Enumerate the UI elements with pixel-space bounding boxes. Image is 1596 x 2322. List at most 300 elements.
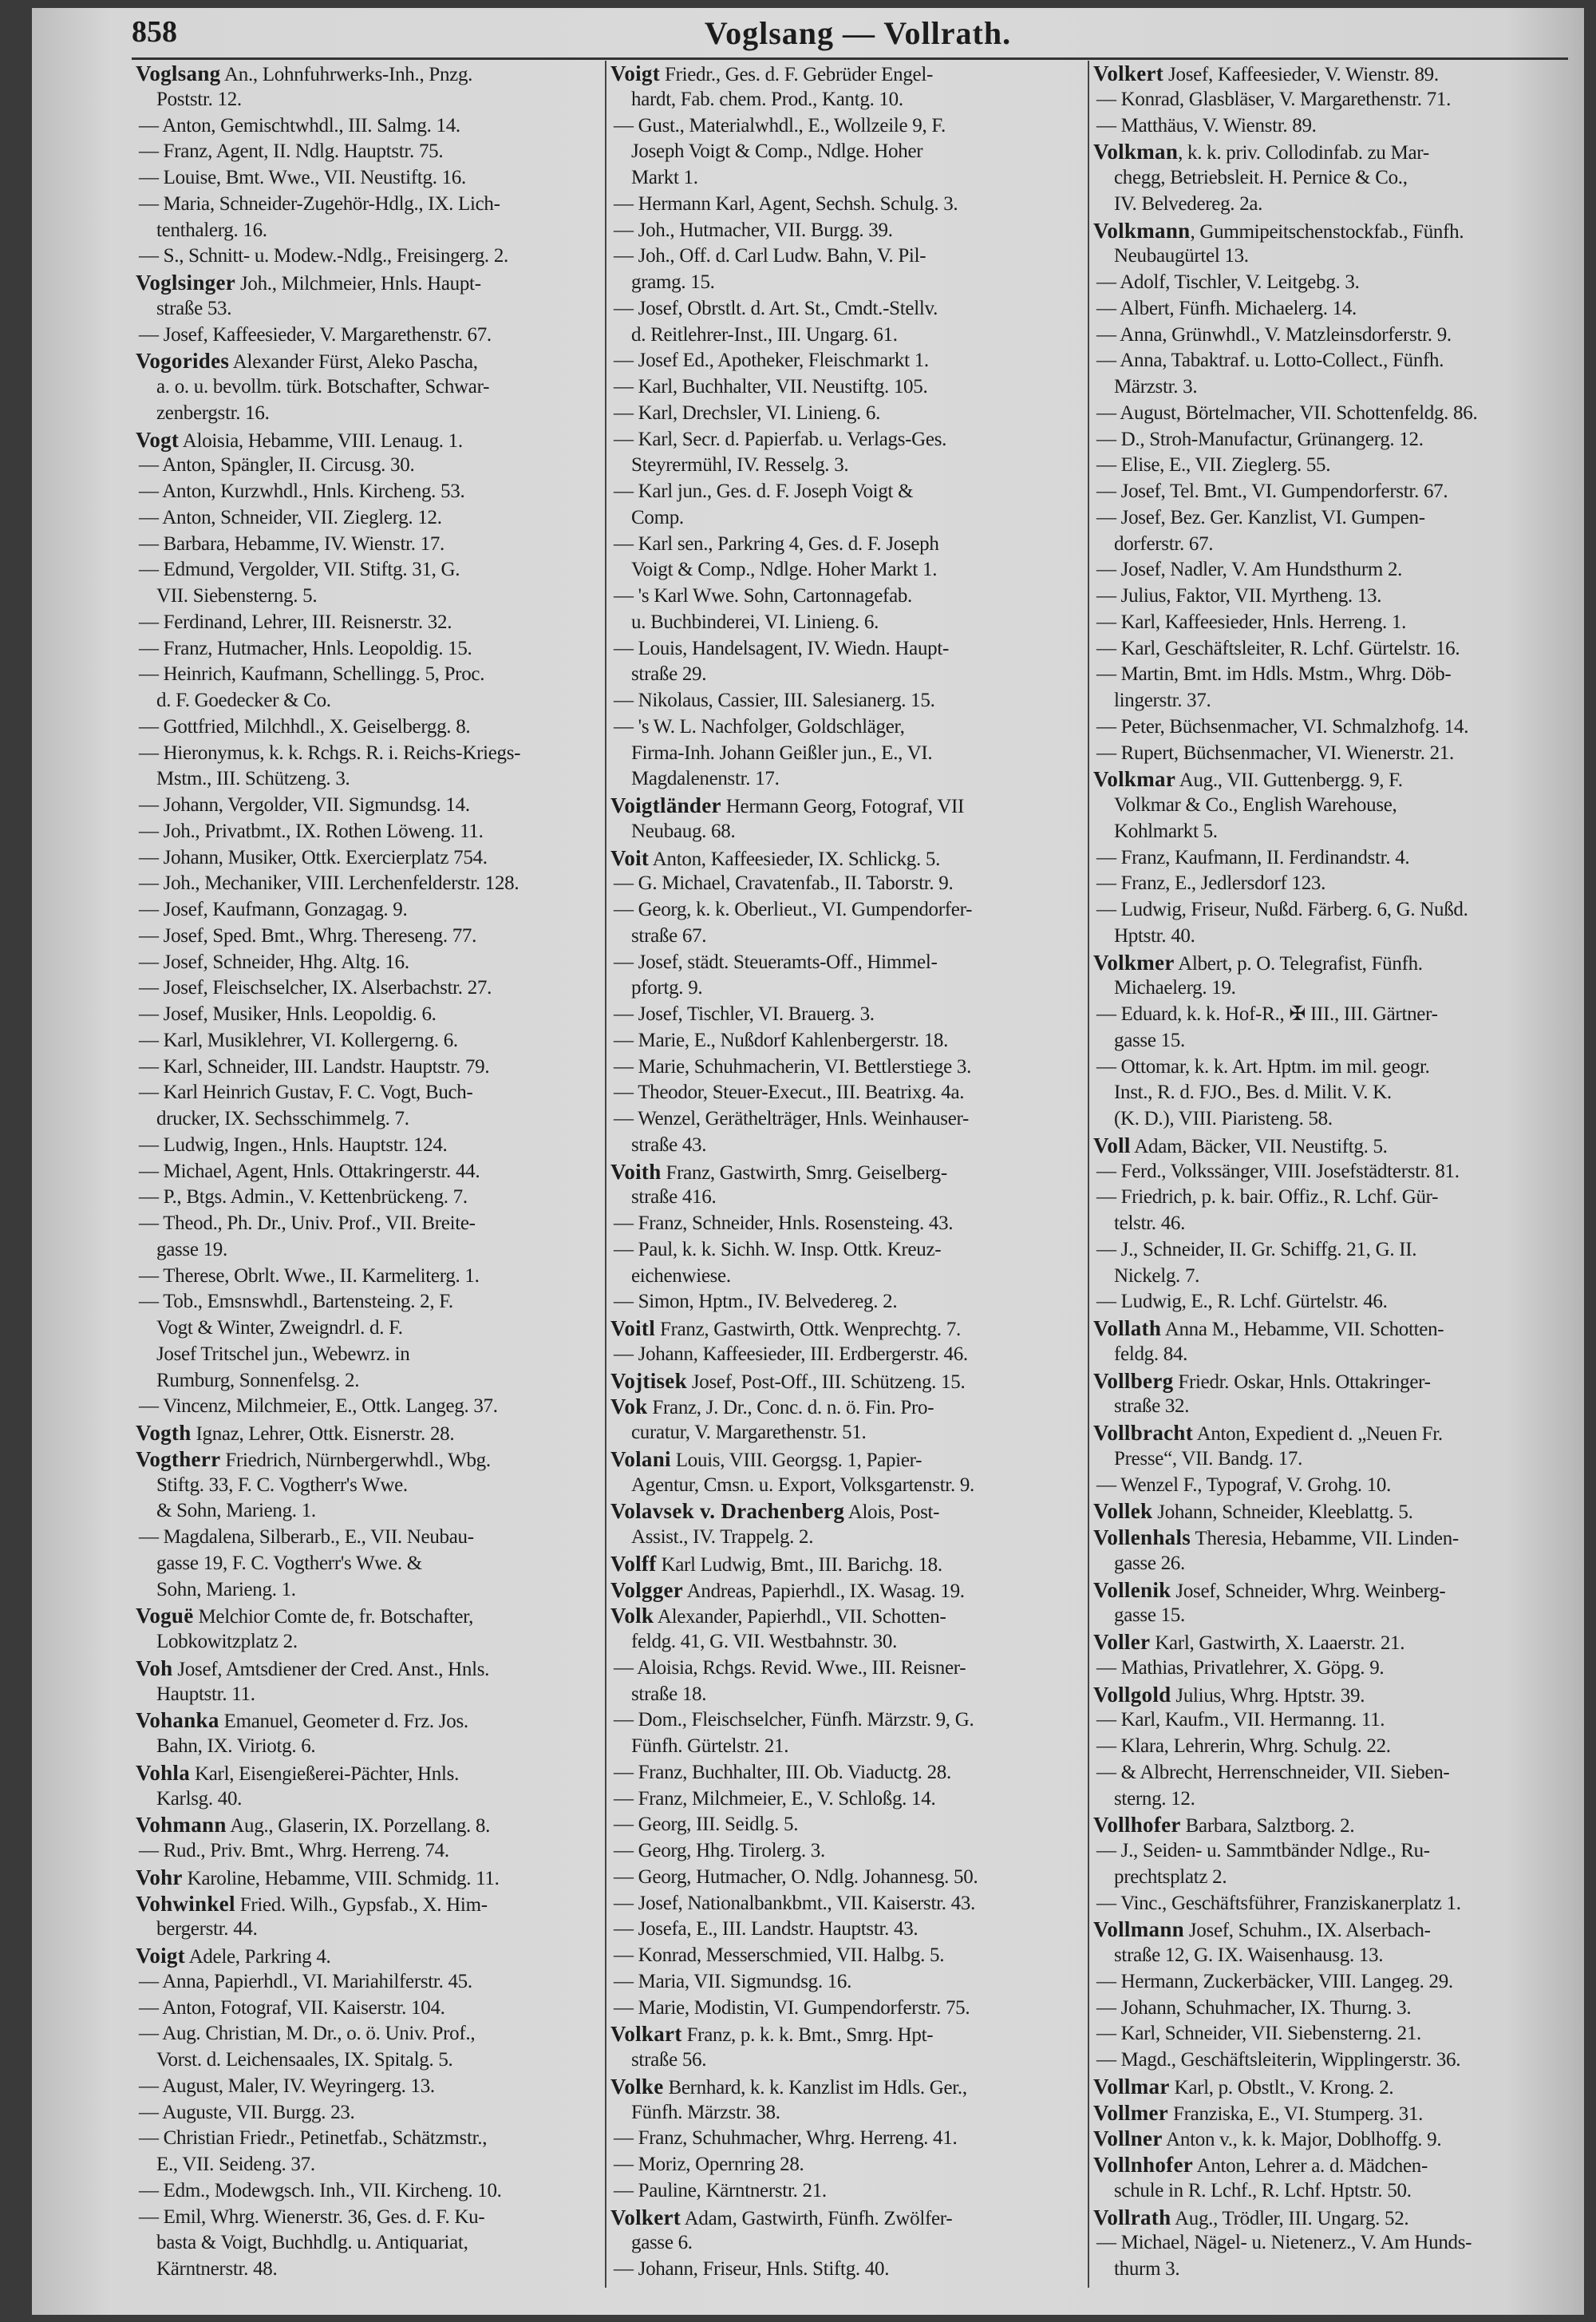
entry-line xyxy=(610,1577,1085,1604)
continuation-line: Steyrermühl, IV. Resselg. 3. xyxy=(631,454,849,477)
continuation-line: gasse 19. xyxy=(156,1238,227,1260)
sub-entry-line: — Wenzel, Geräthelträger, Hnls. Weinhauser- xyxy=(614,1108,970,1129)
entry-details: Adam, Bäcker, VII. Neustiftg. 5. xyxy=(1130,1135,1388,1157)
entry-details: Andreas, Papierhdl., IX. Wasag. 19. xyxy=(683,1580,965,1602)
continuation-line: Hptstr. 40. xyxy=(1114,924,1195,947)
sub-entry-line: — Edmund, Vergolder, VII. Stiftg. 31, G. xyxy=(139,559,460,581)
sub-entry-line: — Georg, Hhg. Tirolerg. 3. xyxy=(614,1840,825,1861)
continuation-line: Rumburg, Sonnenfelsg. 2. xyxy=(156,1369,360,1391)
sub-entry-line: — Matthäus, V. Wienstr. 89. xyxy=(1096,114,1317,136)
entry-line xyxy=(136,1603,602,1629)
entry-line xyxy=(136,1943,602,1969)
sub-entry-line: — Josef, Fleischselcher, IX. Alserbachstr. 27. xyxy=(139,977,492,999)
continuation-line: Inst., R. d. FJO., Bes. d. Milit. V. K. xyxy=(1114,1082,1392,1104)
sub-entry-line: — Louise, Bmt. Wwe., VII. Neustiftg. 16. xyxy=(139,167,466,188)
entry-details: Louis, VIII. Georgsg. 1, Papier- xyxy=(670,1449,922,1471)
entry-line xyxy=(610,1315,1085,1342)
entry-surname: Vollmann xyxy=(1093,1917,1184,1942)
entry-surname: Vok xyxy=(610,1394,648,1419)
entry-details: Anton, Lehrer a. d. Mädchen- xyxy=(1193,2155,1428,2177)
sub-entry-line: — Joh., Off. d. Carl Ludw. Bahn, V. Pil- xyxy=(614,245,926,267)
entry-line xyxy=(136,1865,602,1891)
entry-surname: Voith xyxy=(610,1159,662,1184)
entry-line xyxy=(610,1159,1085,1185)
sub-entry-line: — P., Btgs. Admin., V. Kettenbrückeng. 7. xyxy=(139,1186,468,1208)
sub-entry-line: — Karl jun., Ges. d. F. Joseph Voigt & xyxy=(614,481,914,502)
continuation-line: straße 12, G. IX. Waisenhausg. 13. xyxy=(1114,1944,1384,1966)
continuation-line: tenthalerg. 16. xyxy=(156,219,267,241)
entry-surname: Volkart xyxy=(610,2022,682,2047)
entry-details: Alexander Fürst, Aleko Pascha, xyxy=(229,351,478,374)
sub-entry-line: — Simon, Hptm., IV. Belvedereg. 2. xyxy=(614,1291,898,1313)
entry-details: Julius, Whrg. Hptstr. 39. xyxy=(1171,1684,1365,1707)
entry-line xyxy=(1093,1525,1572,1551)
entry-surname: Vohla xyxy=(136,1760,191,1785)
column-1 xyxy=(136,61,602,2296)
entry-line xyxy=(610,793,1085,819)
continuation-line: schule in R. Lchf., R. Lchf. Hptstr. 50. xyxy=(1114,2179,1412,2201)
sub-entry-line: — Josef, Tischler, VI. Brauerg. 3. xyxy=(614,1003,875,1025)
continuation-line: IV. Belvedereg. 2a. xyxy=(1114,192,1263,215)
sub-entry-line: — Joh., Hutmacher, VII. Burgg. 39. xyxy=(614,219,893,241)
sub-entry-line: — Ottomar, k. k. Art. Hptm. im mil. geogr. xyxy=(1096,1055,1430,1078)
continuation-line: sterng. 12. xyxy=(1114,1787,1195,1810)
continuation-line: straße 29. xyxy=(631,663,707,686)
entry-details: Ignaz, Lehrer, Ottk. Eisnerstr. 28. xyxy=(191,1423,455,1445)
continuation-line: drucker, IX. Sechsschimmelg. 7. xyxy=(156,1108,409,1129)
sub-entry-line: — Marie, Schuhmacherin, VI. Bettlerstiege 3. xyxy=(614,1055,972,1078)
continuation-line: Firma-Inh. Johann Geißler jun., E., VI. xyxy=(631,742,933,764)
sub-entry-line: — Pauline, Kärntnerstr. 21. xyxy=(614,2179,827,2201)
sub-entry-line: — Josef, Nadler, V. Am Hundsthurm 2. xyxy=(1096,559,1403,581)
sub-entry-line: — Elise, E., VII. Zieglerg. 55. xyxy=(1096,454,1331,477)
entry-surname: Voguë xyxy=(136,1604,194,1628)
entry-details: Alexander, Papierhdl., VII. Schotten- xyxy=(654,1606,946,1628)
sub-entry-line: — Christian Friedr., Petinetfab., Schätzmstr., xyxy=(139,2127,488,2150)
continuation-line: chegg, Betriebsleit. H. Pernice & Co., xyxy=(1114,167,1408,188)
continuation-line: a. o. u. bevollm. türk. Botschafter, Schwar- xyxy=(156,376,490,398)
entry-details: Karl, Eisengießerei-Pächter, Hnls. xyxy=(190,1762,460,1785)
entry-details: Melchior Comte de, fr. Botschafter, xyxy=(193,1606,474,1628)
sub-entry-line: — Franz, Schneider, Hnls. Rosensteing. 43. xyxy=(614,1212,954,1234)
entry-surname: Vollath xyxy=(1093,1316,1162,1340)
continuation-line: straße 53. xyxy=(156,297,232,319)
continuation-line: Comp. xyxy=(631,506,684,528)
entry-surname: Volkman xyxy=(1093,140,1179,164)
continuation-line: straße 416. xyxy=(631,1186,717,1208)
entry-surname: Volkmer xyxy=(1093,950,1175,975)
sub-entry-line: — Hieronymus, k. k. Rchgs. R. i. Reichs-Kriegs- xyxy=(139,742,521,764)
sub-entry-line: — Theod., Ph. Dr., Univ. Prof., VII. Breite- xyxy=(139,1212,476,1234)
sub-entry-line: — Franz, Agent, II. Ndlg. Hauptstr. 75. xyxy=(139,140,444,163)
entry-surname: Vollberg xyxy=(1093,1368,1174,1393)
entry-line xyxy=(1093,1577,1572,1604)
sub-entry-line: — Heinrich, Kaufmann, Schellingg. 5, Proc. xyxy=(139,663,485,686)
entry-details: Franz, p. k. k. Bmt., Smrg. Hpt- xyxy=(681,2024,934,2047)
sub-entry-line: — Josef, Schneider, Hhg. Altg. 16. xyxy=(139,951,409,973)
continuation-line: bergerstr. 44. xyxy=(156,1918,258,1940)
sub-entry-line: — Franz, Buchhalter, III. Ob. Viaductg. 28. xyxy=(614,1761,951,1783)
entry-line xyxy=(1093,1917,1572,1943)
continuation-line: gasse 6. xyxy=(631,2232,693,2254)
entry-line xyxy=(136,270,602,296)
sub-entry-line: — Karl, Secr. d. Papierfab. u. Verlags-Ges. xyxy=(614,428,947,450)
sub-entry-line: — J., Schneider, II. Gr. Schiffg. 21, G. II. xyxy=(1096,1238,1417,1260)
sub-entry-line: — Georg, k. k. Oberlieut., VI. Gumpendorfer- xyxy=(614,899,973,920)
sub-entry-line: — Anton, Spängler, II. Circusg. 30. xyxy=(139,454,415,477)
entry-surname: Volkert xyxy=(1093,61,1164,85)
entry-line xyxy=(610,1551,1085,1577)
entry-line xyxy=(610,1446,1085,1473)
entry-details: Josef, Schneider, Whrg. Weinberg- xyxy=(1171,1580,1446,1602)
sub-entry-line: — Karl, Kaffeesieder, Hnls. Herreng. 1. xyxy=(1096,611,1407,633)
sub-entry-line: — Paul, k. k. Sichh. W. Insp. Ottk. Kreuz- xyxy=(614,1238,942,1260)
sub-entry-line: — Karl, Schneider, III. Landstr. Hauptstr. 79. xyxy=(139,1055,490,1078)
entry-details: Hermann Georg, Fotograf, VII xyxy=(721,796,965,817)
entry-details: Alois, Post- xyxy=(844,1501,940,1524)
sub-entry-line: — Albert, Fünfh. Michaelerg. 14. xyxy=(1096,297,1357,319)
sub-entry-line: — 's Karl Wwe. Sohn, Cartonnagefab. xyxy=(614,585,913,607)
sub-entry-line: — Vinc., Geschäftsführer, Franziskanerplatz 1. xyxy=(1096,1892,1461,1914)
entry-details: Franz, J. Dr., Conc. d. n. ö. Fin. Pro- xyxy=(647,1397,934,1419)
sub-entry-line: — Anton, Schneider, VII. Zieglerg. 12. xyxy=(139,506,442,528)
sub-entry-line: — Josef, Bez. Ger. Kanzlist, VI. Gumpen- xyxy=(1096,506,1425,528)
entry-details: Anna M., Hebamme, VII. Schotten- xyxy=(1161,1319,1444,1340)
continuation-line: straße 56. xyxy=(631,2049,707,2071)
entry-line xyxy=(1093,2126,1572,2152)
column-divider xyxy=(605,61,606,2288)
entry-details: Anton v., k. k. Major, Doblhoffg. 9. xyxy=(1162,2129,1442,2151)
entry-line xyxy=(136,427,602,453)
sub-entry-line: — Ferdinand, Lehrer, III. Reisnerstr. 32. xyxy=(139,611,452,633)
continuation-line: basta & Voigt, Buchhdlg. u. Antiquariat, xyxy=(156,2232,468,2254)
sub-entry-line: — Maria, VII. Sigmundsg. 16. xyxy=(614,1970,852,1992)
entry-surname: Vollmar xyxy=(1093,2074,1170,2099)
sub-entry-line: — Johann, Vergolder, VII. Sigmundsg. 14. xyxy=(139,794,470,816)
continuation-line: Kärntnerstr. 48. xyxy=(156,2258,278,2280)
sub-entry-line: — Emil, Whrg. Wienerstr. 36, Ges. d. F. Ku- xyxy=(139,2205,485,2228)
continuation-line: d. Reitlehrer-Inst., III. Ungarg. 61. xyxy=(631,323,898,346)
continuation-line: (K. D.), VIII. Piaristeng. 58. xyxy=(1114,1108,1333,1129)
continuation-line: Voigt & Comp., Ndlge. Hoher Markt 1. xyxy=(631,559,938,581)
sub-entry-line: — Theodor, Steuer-Execut., III. Beatrixg. 4a. xyxy=(614,1082,965,1104)
entry-line xyxy=(610,2074,1085,2100)
sub-entry-line: — Hermann, Zuckerbäcker, VIII. Langeg. 29. xyxy=(1096,1970,1453,1992)
sub-entry-line: — Karl, Schneider, VII. Siebensterng. 21. xyxy=(1096,2023,1421,2045)
sub-entry-line: — Karl sen., Parkring 4, Ges. d. F. Joseph xyxy=(614,532,939,555)
continuation-line: Vogt & Winter, Zweigndrl. d. F. xyxy=(156,1317,403,1339)
entry-surname: Voigt xyxy=(136,1944,186,1968)
continuation-line: straße 32. xyxy=(1114,1395,1190,1418)
sub-entry-line: — Johann, Schuhmacher, IX. Thurng. 3. xyxy=(1096,1996,1412,2019)
sub-entry-line: — Friedrich, p. k. bair. Offiz., R. Lchf. Gür- xyxy=(1096,1186,1439,1208)
continuation-line: Vorst. d. Leichensaales, IX. Spitalg. 5. xyxy=(156,2049,453,2071)
continuation-line: curatur, V. Margarethenstr. 51. xyxy=(631,1422,867,1443)
entry-surname: Voigt xyxy=(610,61,661,85)
sub-entry-line: — Ferd., Volkssänger, VIII. Josefstädterstr. 81. xyxy=(1096,1160,1460,1182)
continuation-line: straße 43. xyxy=(631,1133,707,1156)
entry-details: Friedr. Oskar, Hnls. Ottakringer- xyxy=(1173,1371,1431,1393)
entry-surname: Vollner xyxy=(1093,2126,1163,2151)
entry-surname: Vogtherr xyxy=(136,1446,221,1471)
continuation-line: Joseph Voigt & Comp., Ndlge. Hoher xyxy=(631,140,923,163)
continuation-line: gasse 15. xyxy=(1114,1604,1185,1627)
sub-entry-line: — Moriz, Opernring 28. xyxy=(614,2154,804,2175)
entry-line xyxy=(136,1707,602,1734)
continuation-line: gasse 26. xyxy=(1114,1552,1185,1574)
sub-entry-line: — Wenzel F., Typograf, V. Grohg. 10. xyxy=(1096,1474,1392,1496)
continuation-line: Kohlmarkt 5. xyxy=(1114,820,1218,842)
entry-details: Anton, Kaffeesieder, IX. Schlickg. 5. xyxy=(649,848,941,870)
entry-surname: Vogt xyxy=(136,427,180,452)
sub-entry-line: — Aloisia, Rchgs. Revid. Wwe., III. Reisner- xyxy=(614,1656,966,1679)
entry-details: Emanuel, Geometer d. Frz. Jos. xyxy=(219,1711,468,1733)
entry-line xyxy=(136,1812,602,1838)
entry-surname: Voglsang xyxy=(136,61,221,85)
entry-line xyxy=(1093,218,1572,244)
entry-line xyxy=(136,348,602,374)
continuation-line: gasse 19, F. C. Vogtherr's Wwe. & xyxy=(156,1552,422,1574)
sub-entry-line: — Anna, Papierhdl., VI. Mariahilferstr. 45. xyxy=(139,1970,472,1992)
entry-details: Franz, Gastwirth, Ottk. Wenprechtg. 7. xyxy=(655,1319,961,1340)
sub-entry-line: — Joh., Mechaniker, VIII. Lerchenfelderstr. 128. xyxy=(139,872,519,895)
continuation-line: Markt 1. xyxy=(631,167,698,188)
sub-entry-line: — Julius, Faktor, VII. Myrtheng. 13. xyxy=(1096,585,1382,607)
page-number: 858 xyxy=(132,15,177,49)
entry-details: Karoline, Hebamme, VIII. Schmidg. 11. xyxy=(182,1867,500,1889)
entry-surname: Voitl xyxy=(610,1316,656,1340)
entry-surname: Voigtländer xyxy=(610,793,721,817)
sub-entry-line: — Eduard, k. k. Hof-R., ✠ III., III. Gärtner- xyxy=(1096,1003,1438,1025)
sub-entry-line: — S., Schnitt- u. Modew.-Ndlg., Freisingerg. 2. xyxy=(139,245,508,267)
entry-line xyxy=(136,1891,602,1917)
entry-details: Aug., Glaserin, IX. Porzellang. 8. xyxy=(226,1815,491,1837)
sub-entry-line: — Josef Ed., Apotheker, Fleischmarkt 1. xyxy=(614,350,929,372)
continuation-line: zenbergstr. 16. xyxy=(156,402,270,424)
continuation-line: thurm 3. xyxy=(1114,2258,1180,2280)
sub-entry-line: — Franz, Milchmeier, E., V. Schloßg. 14. xyxy=(614,1787,936,1810)
sub-entry-line: — Josef, städt. Steueramts-Off., Himmel- xyxy=(614,951,938,973)
sub-entry-line: — Anton, Fotograf, VII. Kaiserstr. 104. xyxy=(139,1996,445,2019)
sub-entry-line: — Marie, E., Nußdorf Kahlenbergerstr. 18. xyxy=(614,1029,949,1051)
sub-entry-line: — Vincenz, Milchmeier, E., Ottk. Langeg. 37. xyxy=(139,1395,498,1418)
header-rule xyxy=(132,57,1568,60)
entry-line xyxy=(136,1760,602,1786)
entry-line xyxy=(1093,1133,1572,1159)
continuation-line: Märzstr. 3. xyxy=(1114,376,1198,398)
entry-line xyxy=(1093,139,1572,165)
entry-surname: Voh xyxy=(136,1655,173,1680)
sub-entry-line: — Dom., Fleischselcher, Fünfh. Märzstr. 9, G. xyxy=(614,1709,974,1731)
entry-surname: Vollenik xyxy=(1093,1577,1171,1602)
entry-line xyxy=(136,61,602,87)
sub-entry-line: — Martin, Bmt. im Hdls. Mstm., Whrg. Döb- xyxy=(1096,663,1452,686)
entry-line xyxy=(136,1655,602,1682)
sub-entry-line: — Anna, Grünwhdl., V. Matzleinsdorferstr. 9. xyxy=(1096,323,1452,346)
continuation-line: straße 67. xyxy=(631,924,707,947)
entry-details: Friedr., Ges. d. F. Gebrüder Engel- xyxy=(660,64,933,85)
entry-surname: Voglsinger xyxy=(136,271,236,295)
continuation-line: lingerstr. 37. xyxy=(1114,690,1211,711)
sub-entry-line: — Adolf, Tischler, V. Leitgebg. 3. xyxy=(1096,271,1360,293)
sub-entry-line: — Auguste, VII. Burgg. 23. xyxy=(139,2101,355,2123)
continuation-line: Magdalenenstr. 17. xyxy=(631,768,780,790)
sub-entry-line: — Johann, Musiker, Ottk. Exercierplatz 754. xyxy=(139,846,488,868)
sub-entry-line: — Tob., Emsnswhdl., Bartensteing. 2, F. xyxy=(139,1291,453,1313)
continuation-line: Poststr. 12. xyxy=(156,88,242,110)
sub-entry-line: — Karl, Kaufm., VII. Hermanng. 11. xyxy=(1096,1709,1385,1731)
continuation-line: dorferstr. 67. xyxy=(1114,532,1214,555)
entry-line xyxy=(1093,2205,1572,2231)
continuation-line: Karlsg. 40. xyxy=(156,1787,243,1810)
continuation-line: Neubaug. 68. xyxy=(631,820,736,842)
sub-entry-line: — Gottfried, Milchhdl., X. Geiselbergg. 8. xyxy=(139,715,471,738)
entry-line xyxy=(1093,1315,1572,1342)
entry-line xyxy=(1093,1682,1572,1708)
entry-details: Theresia, Hebamme, VII. Linden- xyxy=(1191,1528,1459,1549)
entry-line xyxy=(136,1420,602,1446)
sub-entry-line: — Anton, Gemischtwhdl., III. Salmg. 14. xyxy=(139,114,460,136)
sub-entry-line: — Rud., Priv. Bmt., Whrg. Herreng. 74. xyxy=(139,1840,449,1861)
sub-entry-line: — Josef, Nationalbankbmt., VII. Kaiserstr. 43. xyxy=(614,1892,976,1914)
continuation-line: gramg. 15. xyxy=(631,271,715,293)
sub-entry-line: — August, Börtelmacher, VII. Schottenfeldg. 86. xyxy=(1096,402,1478,424)
entry-surname: Volke xyxy=(610,2074,664,2099)
continuation-line: d. F. Goedecker & Co. xyxy=(156,690,331,711)
entry-details: An., Lohnfuhrwerks-Inh., Pnzg. xyxy=(220,64,473,85)
entry-surname: Volgger xyxy=(610,1577,684,1602)
entry-surname: Vohr xyxy=(136,1865,183,1889)
sub-entry-line: — Edm., Modewgsch. Inh., VII. Kircheng. 10. xyxy=(139,2179,502,2201)
continuation-line: Presse“, VII. Bandg. 17. xyxy=(1114,1447,1303,1470)
entry-surname: Vohanka xyxy=(136,1708,219,1733)
page-header xyxy=(132,14,1584,54)
entry-line xyxy=(610,61,1085,87)
sub-entry-line: — Ludwig, Ingen., Hnls. Hauptstr. 124. xyxy=(139,1133,448,1156)
entry-surname: Vollgold xyxy=(1093,1682,1171,1707)
entry-details: Anton, Expedient d. „Neuen Fr. xyxy=(1193,1423,1443,1445)
continuation-line: Lobkowitzplatz 2. xyxy=(156,1631,298,1652)
entry-details: Friedrich, Nürnbergerwhdl., Wbg. xyxy=(220,1449,491,1471)
entry-details: Johann, Schneider, Kleeblattg. 5. xyxy=(1152,1501,1413,1524)
sub-entry-line: — Gust., Materialwhdl., E., Wollzeile 9, F. xyxy=(614,114,946,136)
continuation-line: Assist., IV. Trappelg. 2. xyxy=(631,1526,814,1548)
entry-line xyxy=(1093,1629,1572,1655)
entry-surname: Vollhofer xyxy=(1093,1813,1181,1837)
entry-details: Adam, Gastwirth, Fünfh. Zwölfer- xyxy=(681,2207,953,2229)
sub-entry-line: — Anton, Kurzwhdl., Hnls. Kircheng. 53. xyxy=(139,481,465,502)
sub-entry-line: — Franz, Hutmacher, Hnls. Leopoldig. 15. xyxy=(139,637,472,659)
sub-entry-line: — Georg, III. Seidlg. 5. xyxy=(614,1814,799,1836)
sub-entry-line: — Karl, Geschäftsleiter, R. Lchf. Gürtelstr. 16. xyxy=(1096,637,1460,659)
sub-entry-line: — Karl, Buchhalter, VII. Neustiftg. 105. xyxy=(614,376,928,398)
sub-entry-line: — Josef, Sped. Bmt., Whrg. Thereseng. 77. xyxy=(139,924,477,947)
continuation-line: Stiftg. 33, F. C. Vogtherr's Wwe. xyxy=(156,1474,408,1496)
entry-surname: Volff xyxy=(610,1551,657,1576)
entry-details: Karl, p. Obstlt., V. Krong. 2. xyxy=(1169,2076,1394,2099)
continuation-line: Michaelerg. 19. xyxy=(1114,977,1236,999)
sub-entry-line: — Barbara, Hebamme, IV. Wienstr. 17. xyxy=(139,532,445,555)
sub-entry-line: — Franz, Kaufmann, II. Ferdinandstr. 4. xyxy=(1096,846,1410,868)
sub-entry-line: — August, Maler, IV. Weyringerg. 13. xyxy=(139,2075,435,2097)
sub-entry-line: — Josef, Kaufmann, Gonzagag. 9. xyxy=(139,899,408,920)
entry-details: Bernhard, k. k. Kanzlist im Hdls. Ger., xyxy=(663,2076,967,2099)
sub-entry-line: — Ludwig, Friseur, Nußd. Färberg. 6, G. Nußd. xyxy=(1096,899,1468,920)
sub-entry-line: — & Albrecht, Herrenschneider, VII. Sieben- xyxy=(1096,1761,1450,1783)
entry-details: Barbara, Salztborg. 2. xyxy=(1180,1815,1355,1837)
continuation-line: u. Buchbinderei, VI. Linieng. 6. xyxy=(631,611,879,633)
sub-entry-line: — Michael, Agent, Hnls. Ottakringerstr. 44. xyxy=(139,1160,480,1182)
entry-details: , Gummipeitschenstockfab., Fünfh. xyxy=(1190,220,1464,243)
sub-entry-line: — Michael, Nägel- u. Nietenerz., V. Am Hunds- xyxy=(1096,2232,1472,2254)
continuation-line: Bahn, IX. Viriotg. 6. xyxy=(156,1735,316,1757)
sub-entry-line: — Aug. Christian, M. Dr., o. ö. Univ. Prof., xyxy=(139,2023,476,2045)
entry-details: Joh., Milchmeier, Hnls. Haupt- xyxy=(235,273,481,295)
entry-details: Aloisia, Hebamme, VIII. Lenaug. 1. xyxy=(179,429,463,452)
sub-entry-line: — Marie, Modistin, VI. Gumpendorferstr. 75. xyxy=(614,1996,970,2019)
continuation-line: VII. Siebensterng. 5. xyxy=(156,585,318,607)
entry-surname: Voller xyxy=(1093,1630,1151,1654)
entry-details: Fried. Wilh., Gypsfab., X. Him- xyxy=(235,1893,488,1916)
entry-details: Adele, Parkring 4. xyxy=(185,1946,331,1968)
entry-details: Josef, Schuhm., IX. Alserbach- xyxy=(1183,1920,1431,1942)
entry-surname: Volkert xyxy=(610,2205,681,2229)
continuation-line: feldg. 41, G. VII. Westbahnstr. 30. xyxy=(631,1631,898,1652)
entry-surname: Vollmer xyxy=(1093,2100,1169,2125)
sub-entry-line: — Josef, Kaffeesieder, V. Margarethenstr. 67. xyxy=(139,323,492,346)
continuation-line: gasse 15. xyxy=(1114,1029,1185,1051)
entry-line xyxy=(610,1368,1085,1394)
sub-entry-line: — Josef, Tel. Bmt., VI. Gumpendorferstr. 67. xyxy=(1096,481,1448,502)
sub-entry-line: — Franz, E., Jedlersdorf 123. xyxy=(1096,872,1326,895)
sub-entry-line: — Josefa, E., III. Landstr. Hauptstr. 43. xyxy=(614,1918,918,1940)
entry-surname: Vohmann xyxy=(136,1813,227,1837)
entry-details: Josef, Kaffeesieder, V. Wienstr. 89. xyxy=(1163,64,1439,85)
entry-details: Aug., Trödler, III. Ungarg. 52. xyxy=(1171,2207,1409,2229)
entry-details: Josef, Amtsdiener der Cred. Anst., Hnls. xyxy=(172,1658,490,1680)
sub-entry-line: — G. Michael, Cravatenfab., II. Taborstr. 9. xyxy=(614,872,954,895)
continuation-line: prechtsplatz 2. xyxy=(1114,1865,1227,1888)
entry-line xyxy=(1093,766,1572,793)
entry-line xyxy=(610,2205,1085,2231)
sub-entry-line: — Josef, Obrstlt. d. Art. St., Cmdt.-Stellv. xyxy=(614,297,938,319)
entry-surname: Vollnhofer xyxy=(1093,2153,1194,2177)
sub-entry-line: — Rupert, Büchsenmacher, VI. Wienerstr. 21. xyxy=(1096,742,1454,764)
sub-entry-line: — Josef, Musiker, Hnls. Leopoldig. 6. xyxy=(139,1003,437,1025)
continuation-line: straße 18. xyxy=(631,1683,707,1705)
continuation-line: eichenwiese. xyxy=(631,1264,731,1287)
entry-details: Josef, Post-Off., III. Schützeng. 15. xyxy=(686,1371,966,1393)
entry-surname: Vojtisek xyxy=(610,1368,687,1393)
continuation-line: pfortg. 9. xyxy=(631,977,703,999)
continuation-line: Sohn, Marieng. 1. xyxy=(156,1578,296,1600)
continuation-line: Fünfh. Gürtelstr. 21. xyxy=(631,1735,789,1757)
sub-entry-line: — Johann, Friseur, Hnls. Stiftg. 40. xyxy=(614,2258,890,2280)
continuation-line: feldg. 84. xyxy=(1114,1343,1188,1365)
running-title: Voglsang — Vollrath. xyxy=(704,15,1012,51)
entry-details: Franz, Gastwirth, Smrg. Geiselberg- xyxy=(661,1161,947,1184)
entry-surname: Vollbracht xyxy=(1093,1421,1194,1445)
entry-line xyxy=(1093,1420,1572,1446)
continuation-line: Neubaugürtel 13. xyxy=(1114,245,1249,267)
sub-entry-line: — Magdalena, Silberarb., E., VII. Neubau- xyxy=(139,1526,474,1548)
sub-entry-line: — Georg, Hutmacher, O. Ndlg. Johannesg. 50. xyxy=(614,1865,978,1888)
entry-line xyxy=(610,845,1085,872)
entry-surname: Voll xyxy=(1093,1133,1131,1157)
continuation-line: Nickelg. 7. xyxy=(1114,1264,1200,1287)
entry-line xyxy=(610,1603,1085,1629)
column-2 xyxy=(610,61,1085,2296)
